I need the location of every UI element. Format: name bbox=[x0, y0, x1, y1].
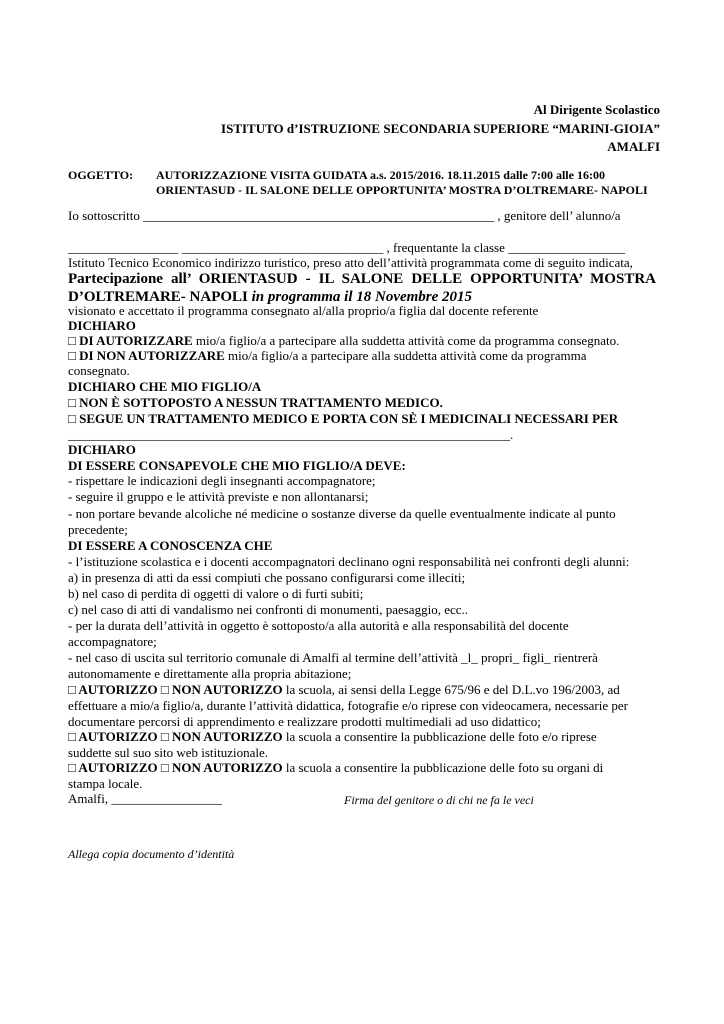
school-name: ISTITUTO d’ISTRUZIONE SECONDARIA SUPERIORE “MARINI-GIOIA” bbox=[221, 121, 660, 136]
knowledge-item-3: - nel caso di uscita sul territorio comunale di Amalfi al termine dell’attività _l_ propri_ figli_ rientrerà bbox=[68, 650, 598, 665]
website-consent-choices[interactable]: □ AUTORIZZO □ NON AUTORIZZO bbox=[68, 729, 283, 744]
knowledge-item-2: - per la durata dell’attività in oggetto è sottoposto/a alla autorità e alla responsabilità del docente bbox=[68, 618, 569, 633]
attachment-note: Allega copia documento d’identità bbox=[68, 847, 235, 861]
event-date: in programma il 18 Novembre 2015 bbox=[251, 289, 473, 305]
knowledge-item-c: c) nel caso di atti di vandalismo nei confronti di monumenti, paesaggio, ecc.. bbox=[68, 602, 468, 617]
website-consent-text-2: suddette sul suo sito web istituzionale. bbox=[68, 745, 269, 760]
student-class-line: _________________ _______________________________ , frequentante la classe __________________ bbox=[68, 240, 626, 255]
not-authorize-text: mio/a figlio/a a partecipare alla suddetta attività come da programma bbox=[224, 348, 587, 363]
authorize-text: mio/a figlio/a a partecipare alla suddetta attività come da programma consegnato. bbox=[192, 333, 620, 348]
not-authorize-checkbox-label[interactable]: □ DI NON AUTORIZZARE bbox=[68, 348, 225, 363]
knowledge-heading: DI ESSERE A CONOSCENZA CHE bbox=[68, 538, 273, 553]
authorize-option[interactable] bbox=[68, 333, 619, 349]
medicines-blank[interactable]: ____________________________________________________________________. bbox=[68, 427, 514, 442]
recipient-line: Al Dirigente Scolastico bbox=[533, 102, 660, 117]
aware-subheading: DI ESSERE CONSAPEVOLE CHE MIO FIGLIO/A DEVE: bbox=[68, 458, 406, 473]
school-city: AMALFI bbox=[607, 139, 660, 154]
knowledge-item-b: b) nel caso di perdita di oggetti di valore o di furti subiti; bbox=[68, 586, 364, 601]
not-authorize-option[interactable] bbox=[68, 348, 586, 364]
signature-label: Firma del genitore o di chi ne fa le veci bbox=[344, 793, 534, 807]
medical-heading: DICHIARO CHE MIO FIGLIO/A bbox=[68, 379, 262, 394]
photo-consent-text-3: documentare percorsi di apprendimento e realizzare prodotti multimediali ad uso didattico; bbox=[68, 714, 541, 729]
knowledge-item-1: - l’istituzione scolastica e i docenti accompagnatori declinano ogni responsabilità nei confronti degli alunni: bbox=[68, 554, 630, 569]
photo-consent-text-2: effettuare a mio/a figlio/a, durante l’attività didattica, fotografie e/o riprese con videocamera, necessarie per bbox=[68, 698, 628, 713]
declare-heading-2: DICHIARO bbox=[68, 442, 136, 457]
authorize-checkbox-label[interactable]: □ DI AUTORIZZARE bbox=[68, 333, 193, 348]
press-consent-text-2: stampa locale. bbox=[68, 776, 143, 791]
aware-item-1: - rispettare le indicazioni degli insegnanti accompagnatore; bbox=[68, 473, 376, 488]
treatment-option[interactable]: □ SEGUE UN TRATTAMENTO MEDICO E PORTA CON SÈ I MEDICINALI NECESSARI PER bbox=[68, 411, 619, 426]
no-treatment-option[interactable]: □ NON È SOTTOPOSTO A NESSUN TRATTAMENTO MEDICO. bbox=[68, 395, 443, 410]
knowledge-item-2-cont: accompagnatore; bbox=[68, 634, 157, 649]
declare-heading: DICHIARO bbox=[68, 318, 136, 333]
knowledge-item-a: a) in presenza di atti da essi compiuti che possano configurarsi come illeciti; bbox=[68, 570, 466, 585]
press-consent-choices[interactable]: □ AUTORIZZO □ NON AUTORIZZO bbox=[68, 760, 283, 775]
press-consent-text: la scuola a consentire la pubblicazione delle foto su organi di bbox=[282, 760, 604, 775]
aware-item-3-cont: precedente; bbox=[68, 522, 128, 537]
undersigned-line: Io sottoscritto ______________________________________________________ , genitore dell’ alunno/a bbox=[68, 208, 621, 223]
place-date-field[interactable]: Amalfi, _________________ bbox=[68, 791, 222, 806]
subject-line-1: AUTORIZZAZIONE VISITA GUIDATA a.s. 2015/2016. 18.11.2015 dalle 7:00 alle 16:00 bbox=[156, 168, 605, 182]
aware-item-3: - non portare bevande alcoliche né medicine o sostanze diverse da quelle eventualmente indicate al punto bbox=[68, 506, 616, 521]
website-consent-text: la scuola a consentire la pubblicazione delle foto e/o riprese bbox=[282, 729, 597, 744]
not-authorize-text-cont: consegnato. bbox=[68, 363, 130, 378]
aware-item-2: - seguire il gruppo e le attività previste e non allontanarsi; bbox=[68, 489, 369, 504]
photo-consent-text: la scuola, ai sensi della Legge 675/96 e del D.L.vo 196/2003, ad bbox=[282, 682, 620, 697]
program-accepted-line: visionato e accettato il programma consegnato al/alla proprio/a figlia dal docente referente bbox=[68, 303, 539, 318]
knowledge-item-3-cont: autonomamente e direttamente alla propria abitazione; bbox=[68, 666, 352, 681]
photo-consent-option[interactable] bbox=[68, 682, 620, 698]
event-title-line-1: Partecipazione all’ ORIENTASUD - IL SALONE DELLE OPPORTUNITA’ MOSTRA bbox=[68, 271, 656, 287]
website-consent-option[interactable] bbox=[68, 729, 597, 745]
event-venue: D’OLTREMARE- NAPOLI bbox=[68, 289, 252, 305]
subject-line-2: ORIENTASUD - IL SALONE DELLE OPPORTUNITA’ MOSTRA D’OLTREMARE- NAPOLI bbox=[156, 183, 648, 197]
photo-consent-choices[interactable]: □ AUTORIZZO □ NON AUTORIZZO bbox=[68, 682, 283, 697]
subject-label: OGGETTO: bbox=[68, 168, 134, 182]
press-consent-option[interactable] bbox=[68, 760, 603, 776]
institute-line: Istituto Tecnico Economico indirizzo turistico, preso atto dell’attività programmata come di seguito indicata, bbox=[68, 255, 633, 270]
